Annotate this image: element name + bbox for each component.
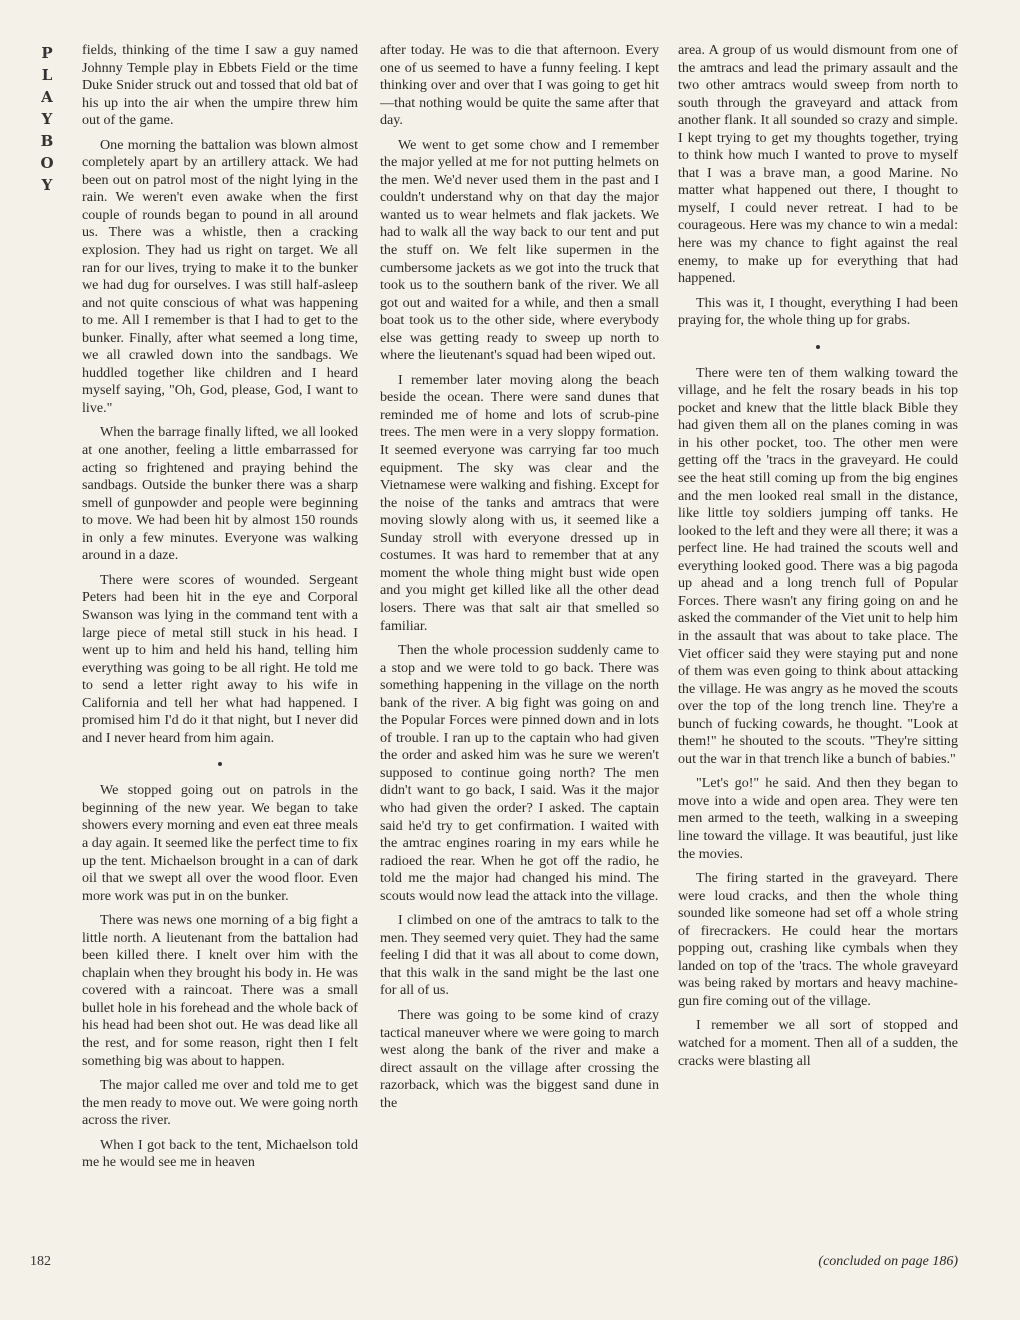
masthead-letter: A [41, 88, 53, 106]
paragraph: "Let's go!" he said. And then they began to move into a wide and open area. They were ten men armed to the teeth, walking in a sweeping line toward the village. It was beautiful, just like the movies. [678, 775, 958, 862]
paragraph: There were scores of wounded. Sergeant Peters had been hit in the eye and Corporal Swanson was lying in the command tent with a large piece of metal still stuck in his head. I went up to him and held his hand, telling him everything was going to be all right. He told me to send a letter right away to his wife in California and tell her what had happened. I promised him I'd do it that night, but I never did and I never heard from him again. [82, 571, 358, 746]
paragraph: When the barrage finally lifted, we all looked at one another, feeling a little embarrassed for acting so frightened and praying behind the sandbags. Outside the bunker there was a sharp smell of gunpowder and people were beginning to move. We had been hit by almost 150 rounds in only a few minutes. Everyone was walking around in a daze. [82, 424, 358, 564]
paragraph: fields, thinking of the time I saw a guy named Johnny Temple play in Ebbets Field or the time Duke Snider struck out and tossed that old bat of his up into the air when the umpire threw him out of the game. [82, 42, 358, 129]
text-column-3 [678, 42, 958, 1077]
text-column-2 [380, 42, 659, 1119]
paragraph: I remember later moving along the beach beside the ocean. There were sand dunes that reminded me of home and lots of scrub-pine trees. The men were in a very sloppy formation. It seemed everyone was carrying far too much equipment. The sky was clear and the Vietnamese were walking and fishing. Except for the noise of the tanks and amtracs that were moving slowly along with us, it seemed like a Sunday stroll with everyone dressed up in costumes. It was hard to remember that at any moment the whole thing might bust wide open and you might get killed like all the other dead losers. There was that salt air that smelled so familiar. [380, 371, 659, 634]
section-break [82, 754, 358, 772]
paragraph: We went to get some chow and I remember the major yelled at me for not putting helmets on the men. We'd never used them in the past and I couldn't understand why on that day the major wanted us to wear helmets and flak jackets. We had to walk all the way back to our tent and put the stuff on. We felt like supermen in the cumbersome jackets as we got into the truck that took us to the southern bank of the river. We all got out and waited for a while, and then a small boat took us to the other side, where everybody else was getting ready to sweep up north to where the lieutenant's squad had been wiped out. [380, 136, 659, 364]
paragraph: This was it, I thought, everything I had been praying for, the whole thing up for grabs. [678, 294, 958, 329]
section-break-dot [218, 762, 222, 766]
paragraph: There was news one morning of a big fight a little north. A lieutenant from the battalion had been killed there. I knelt over him with the chaplain when they brought his body in. He was covered with a raincoat. There was a small bullet hole in his forehead and the whole back of his head had been shot out. He was dead like all the rest, and for some reason, right then I felt something big was about to happen. [82, 912, 358, 1069]
masthead-letter: B [40, 132, 54, 150]
masthead-letter: Y [41, 176, 53, 194]
page-number: 182 [30, 1254, 51, 1269]
paragraph: The firing started in the graveyard. There were loud cracks, and then the whole thing sounded like someone had set off a whole string of firecrackers. He could hear the mortars popping out, crashing like cymbals when they landed on top of the 'tracs. The whole graveyard was being raked by mortars and heavy machine-gun fire coming out of the village. [678, 870, 958, 1009]
paragraph: There was going to be some kind of crazy tactical maneuver where we were going to march west along the bank of the river and make a direct assault on the village after crossing the razorback, which was the biggest sand dune in the [380, 1006, 659, 1111]
magazine-masthead [30, 42, 64, 196]
masthead-letter: Y [41, 110, 53, 128]
masthead-letter: P [41, 44, 53, 62]
section-break [678, 337, 958, 355]
paragraph: There were ten of them walking toward the village, and he felt the rosary beads in his top pocket and knew that the little black Bible they had given them all on the planes coming in was in his other pocket, too. The other men were getting off the 'tracs in the graveyard. He could see the heat still coming up from the big engines and the men looked real small in the distance, like little toy soldiers jumping off tanks. He looked to the left and they were all there; it was a perfect line. He had trained the scouts well and everything looked good. There was a big pagoda up ahead and a long trench full of Popular Forces. There wasn't any firing going on and he asked the commander of the Viet unit to help him in the assault that was about to take place. The Viet officer said they were staying put and none of them was even going to think about attacking the village. He was angry as he moved the scouts over the top of the long trench line. They're a bunch of fucking cowards, he thought. "Look at them!" he shouted to the scouts. "They're sitting out the war in that trench like a bunch of babies." [678, 364, 958, 767]
masthead-letter: O [40, 154, 54, 172]
paragraph: Then the whole procession suddenly came to a stop and we were told to go back. There was something happening in the village on the north bank of the river. A big fight was going on and the Popular Forces were pinned down and in lots of trouble. I ran up to the captain who had given the order and asked him was he sure we weren't supposed to continue going north? The men didn't want to go back, I said. Was it the major who had given the order? I asked. The captain said he'd try to get confirmation. I waited with the amtrac engines roaring in my ears while he radioed the rear. When he got off the radio, he told me the major had changed his mind. The scouts would now lead the attack into the village. [380, 642, 659, 904]
section-break-dot [816, 345, 820, 349]
paragraph: One morning the battalion was blown almost completely apart by an artillery attack. We had been out on patrol most of the night lying in the rain. We weren't even awake when the first couple of rounds began to pound in all around us. There was a whistle, then a cracking explosion. They had us right on target. We all ran for our lives, trying to make it to the bunker we had dug for ourselves. I was still half-asleep and not quite conscious of what was happening to me. All I remember is that I had to get to the bunker. Finally, after what seemed a long time, we all crawled down into the sandbags. We huddled together like children and I heard myself saying, "Oh, God, please, God, I want to live." [82, 136, 358, 416]
paragraph: The major called me over and told me to get the men ready to move out. We were going north across the river. [82, 1077, 358, 1129]
paragraph: I remember we all sort of stopped and watched for a moment. Then all of a sudden, the cracks were blasting all [678, 1017, 958, 1069]
paragraph: after today. He was to die that afternoon. Every one of us seemed to have a funny feeling. I kept thinking over and over that I was going to get hit—that nothing would be quite the same after that day. [380, 42, 659, 129]
paragraph: We stopped going out on patrols in the beginning of the new year. We began to take showers every morning and even eat three meals a day again. It seemed like the perfect time to fix up the tent. Michaelson brought in a can of dark oil that we swept all over the wood floor. Even more work was put in on the bunker. [82, 782, 358, 904]
paragraph: When I got back to the tent, Michaelson told me he would see me in heaven [82, 1136, 358, 1171]
paragraph: I climbed on one of the amtracs to talk to the men. They seemed very quiet. They had the same feeling I did that it was all about to come down, that this walk in the sand might be the last one for all of us. [380, 912, 659, 999]
continuation-note: (concluded on page 186) [818, 1254, 958, 1269]
paragraph: area. A group of us would dismount from one of the amtracs and lead the primary assault and the two other amtracs would sweep from north to south through the graveyard and attack from another flank. It all sounded so crazy and simple. I kept trying to get my thoughts together, trying to think how much I wanted to prove to myself that I was a brave man, a good Marine. No matter what happened out there, I thought to myself, I could never retreat. I had to be courageous. Here was my chance to win a medal: here was my chance to fight against the real enemy, to make up for everything that had happened. [678, 42, 958, 287]
text-column-1 [82, 42, 358, 1179]
masthead-letter: L [41, 66, 53, 84]
